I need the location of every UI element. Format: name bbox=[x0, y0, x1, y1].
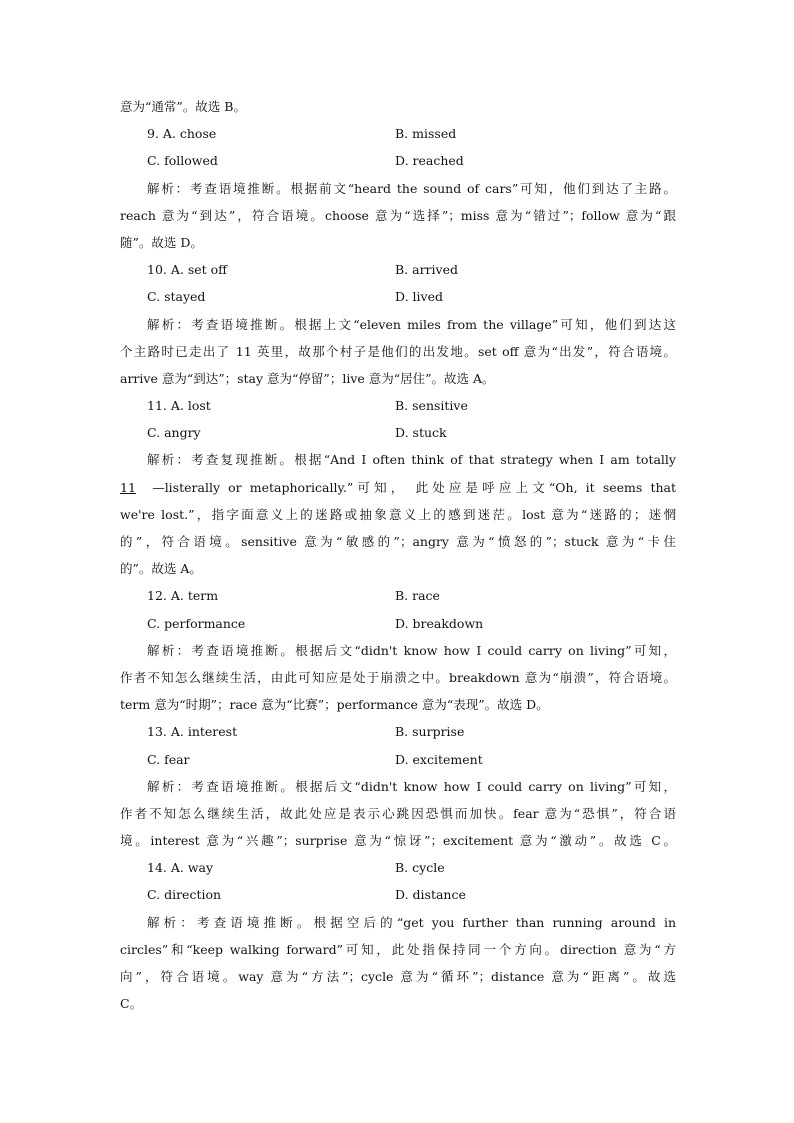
option-row bbox=[120, 120, 676, 147]
option-row bbox=[120, 610, 676, 637]
option-right: D. breakdown bbox=[395, 615, 484, 631]
paragraph-start: 解析：考查语境推断。根据上文“eleven miles from the village”可知，他们到达这 bbox=[147, 316, 676, 332]
option-left: C. stayed bbox=[147, 289, 206, 305]
text-line: 作者不知怎么继续生活，由此可知应是处于崩溃之中。breakdown 意为“崩溃”，符合语境。 bbox=[120, 669, 676, 685]
blank-number: 11 bbox=[120, 479, 136, 495]
option-row bbox=[120, 283, 676, 310]
option-right: B. missed bbox=[395, 126, 457, 142]
text-line: 作者不知怎么继续生活，故此处应是表示心跳因恐惧而加快。fear 意为“恐惧”，符合语 bbox=[120, 805, 676, 821]
option-right: D. distance bbox=[395, 887, 466, 903]
option-right: D. reached bbox=[395, 153, 464, 169]
option-right: B. arrived bbox=[395, 262, 458, 278]
option-row bbox=[120, 881, 676, 908]
text-line: we're lost.”，指字面意义上的迷路或抽象意义上的感到迷茫。lost 意为“迷路的；迷惘 bbox=[120, 506, 676, 522]
text-line: term 意为“时期”；race 意为“比赛”；performance 意为“表现”。故选 D。 bbox=[120, 697, 549, 713]
option-left: 11. A. lost bbox=[147, 398, 211, 414]
paragraph-start: 解析：考查语境推断。根据后文“didn't know how I could carry on living”可知， bbox=[147, 778, 676, 794]
option-row bbox=[120, 392, 676, 419]
option-right: D. stuck bbox=[395, 425, 447, 441]
option-right: B. sensitive bbox=[395, 398, 468, 414]
option-row bbox=[120, 582, 676, 609]
option-left: 13. A. interest bbox=[147, 724, 238, 740]
option-row bbox=[120, 746, 676, 773]
text-line: C。 bbox=[120, 996, 143, 1012]
option-right: D. lived bbox=[395, 289, 443, 305]
text-line: 随”。故选 D。 bbox=[120, 234, 203, 250]
option-left: C. performance bbox=[147, 615, 246, 631]
option-row bbox=[120, 147, 676, 174]
text-line: 个主路时已走出了 11 英里，故那个村子是他们的出发地。set off 意为“出发”，符合语境。 bbox=[120, 343, 676, 359]
text-line: 意为“通常”。故选 B。 bbox=[120, 99, 246, 114]
paragraph-start: 解析：考查语境推断。根据空后的“get you further than running around in bbox=[147, 914, 676, 930]
paragraph-start: 解析：考查语境推断。根据后文“didn't know how I could carry on living”可知， bbox=[147, 642, 676, 658]
line-text: —listerally or metaphorically.”可知， 此处应是呼应上文“Oh, it seems that bbox=[152, 479, 676, 495]
text-line: reach 意为“到达”，符合语境。choose 意为“选择”；miss 意为“错过”；follow 意为“跟 bbox=[120, 207, 676, 223]
option-left: C. followed bbox=[147, 153, 218, 169]
option-right: B. race bbox=[395, 588, 440, 604]
option-left: 10. A. set off bbox=[147, 262, 228, 278]
option-row bbox=[120, 718, 676, 745]
text-line: 境。interest 意为“兴趣”；surprise 意为“惊讶”；excitement 意为“激动”。故选 C。 bbox=[120, 833, 676, 849]
option-right: B. surprise bbox=[395, 724, 465, 740]
text-line: 向”，符合语境。way 意为“方法”；cycle 意为“循环”；distance 意为“距离”。故选 bbox=[120, 969, 676, 984]
option-left: 9. A. chose bbox=[147, 126, 217, 142]
option-row bbox=[120, 854, 676, 881]
option-left: C. angry bbox=[147, 425, 201, 441]
text-line: 的”。故选 A。 bbox=[120, 561, 202, 577]
document-body bbox=[120, 93, 676, 1017]
text-line: 的”，符合语境。sensitive 意为“敏感的”；angry 意为“愤怒的”；stuck 意为“卡住 bbox=[120, 534, 676, 549]
option-right: D. excitement bbox=[395, 751, 483, 767]
paragraph-start: 解析：考查复现推断。根据“And I often think of that strategy when I am totally bbox=[147, 452, 676, 468]
option-row bbox=[120, 419, 676, 446]
option-left: C. fear bbox=[147, 751, 190, 767]
option-left: 14. A. way bbox=[147, 860, 214, 876]
text-line: circles”和“keep walking forward”可知，此处指保持同一个方向。direction 意为“方 bbox=[120, 941, 676, 957]
paragraph-start: 解析：考查语境推断。根据前文“heard the sound of cars”可知，他们到达了主路。 bbox=[147, 180, 676, 196]
option-left: 12. A. term bbox=[147, 588, 219, 604]
option-right: B. cycle bbox=[395, 860, 445, 876]
text-line bbox=[120, 474, 676, 501]
option-row bbox=[120, 256, 676, 283]
option-left: C. direction bbox=[147, 887, 222, 903]
text-line: arrive 意为“到达”；stay 意为“停留”；live 意为“居住”。故选 A。 bbox=[120, 370, 495, 386]
